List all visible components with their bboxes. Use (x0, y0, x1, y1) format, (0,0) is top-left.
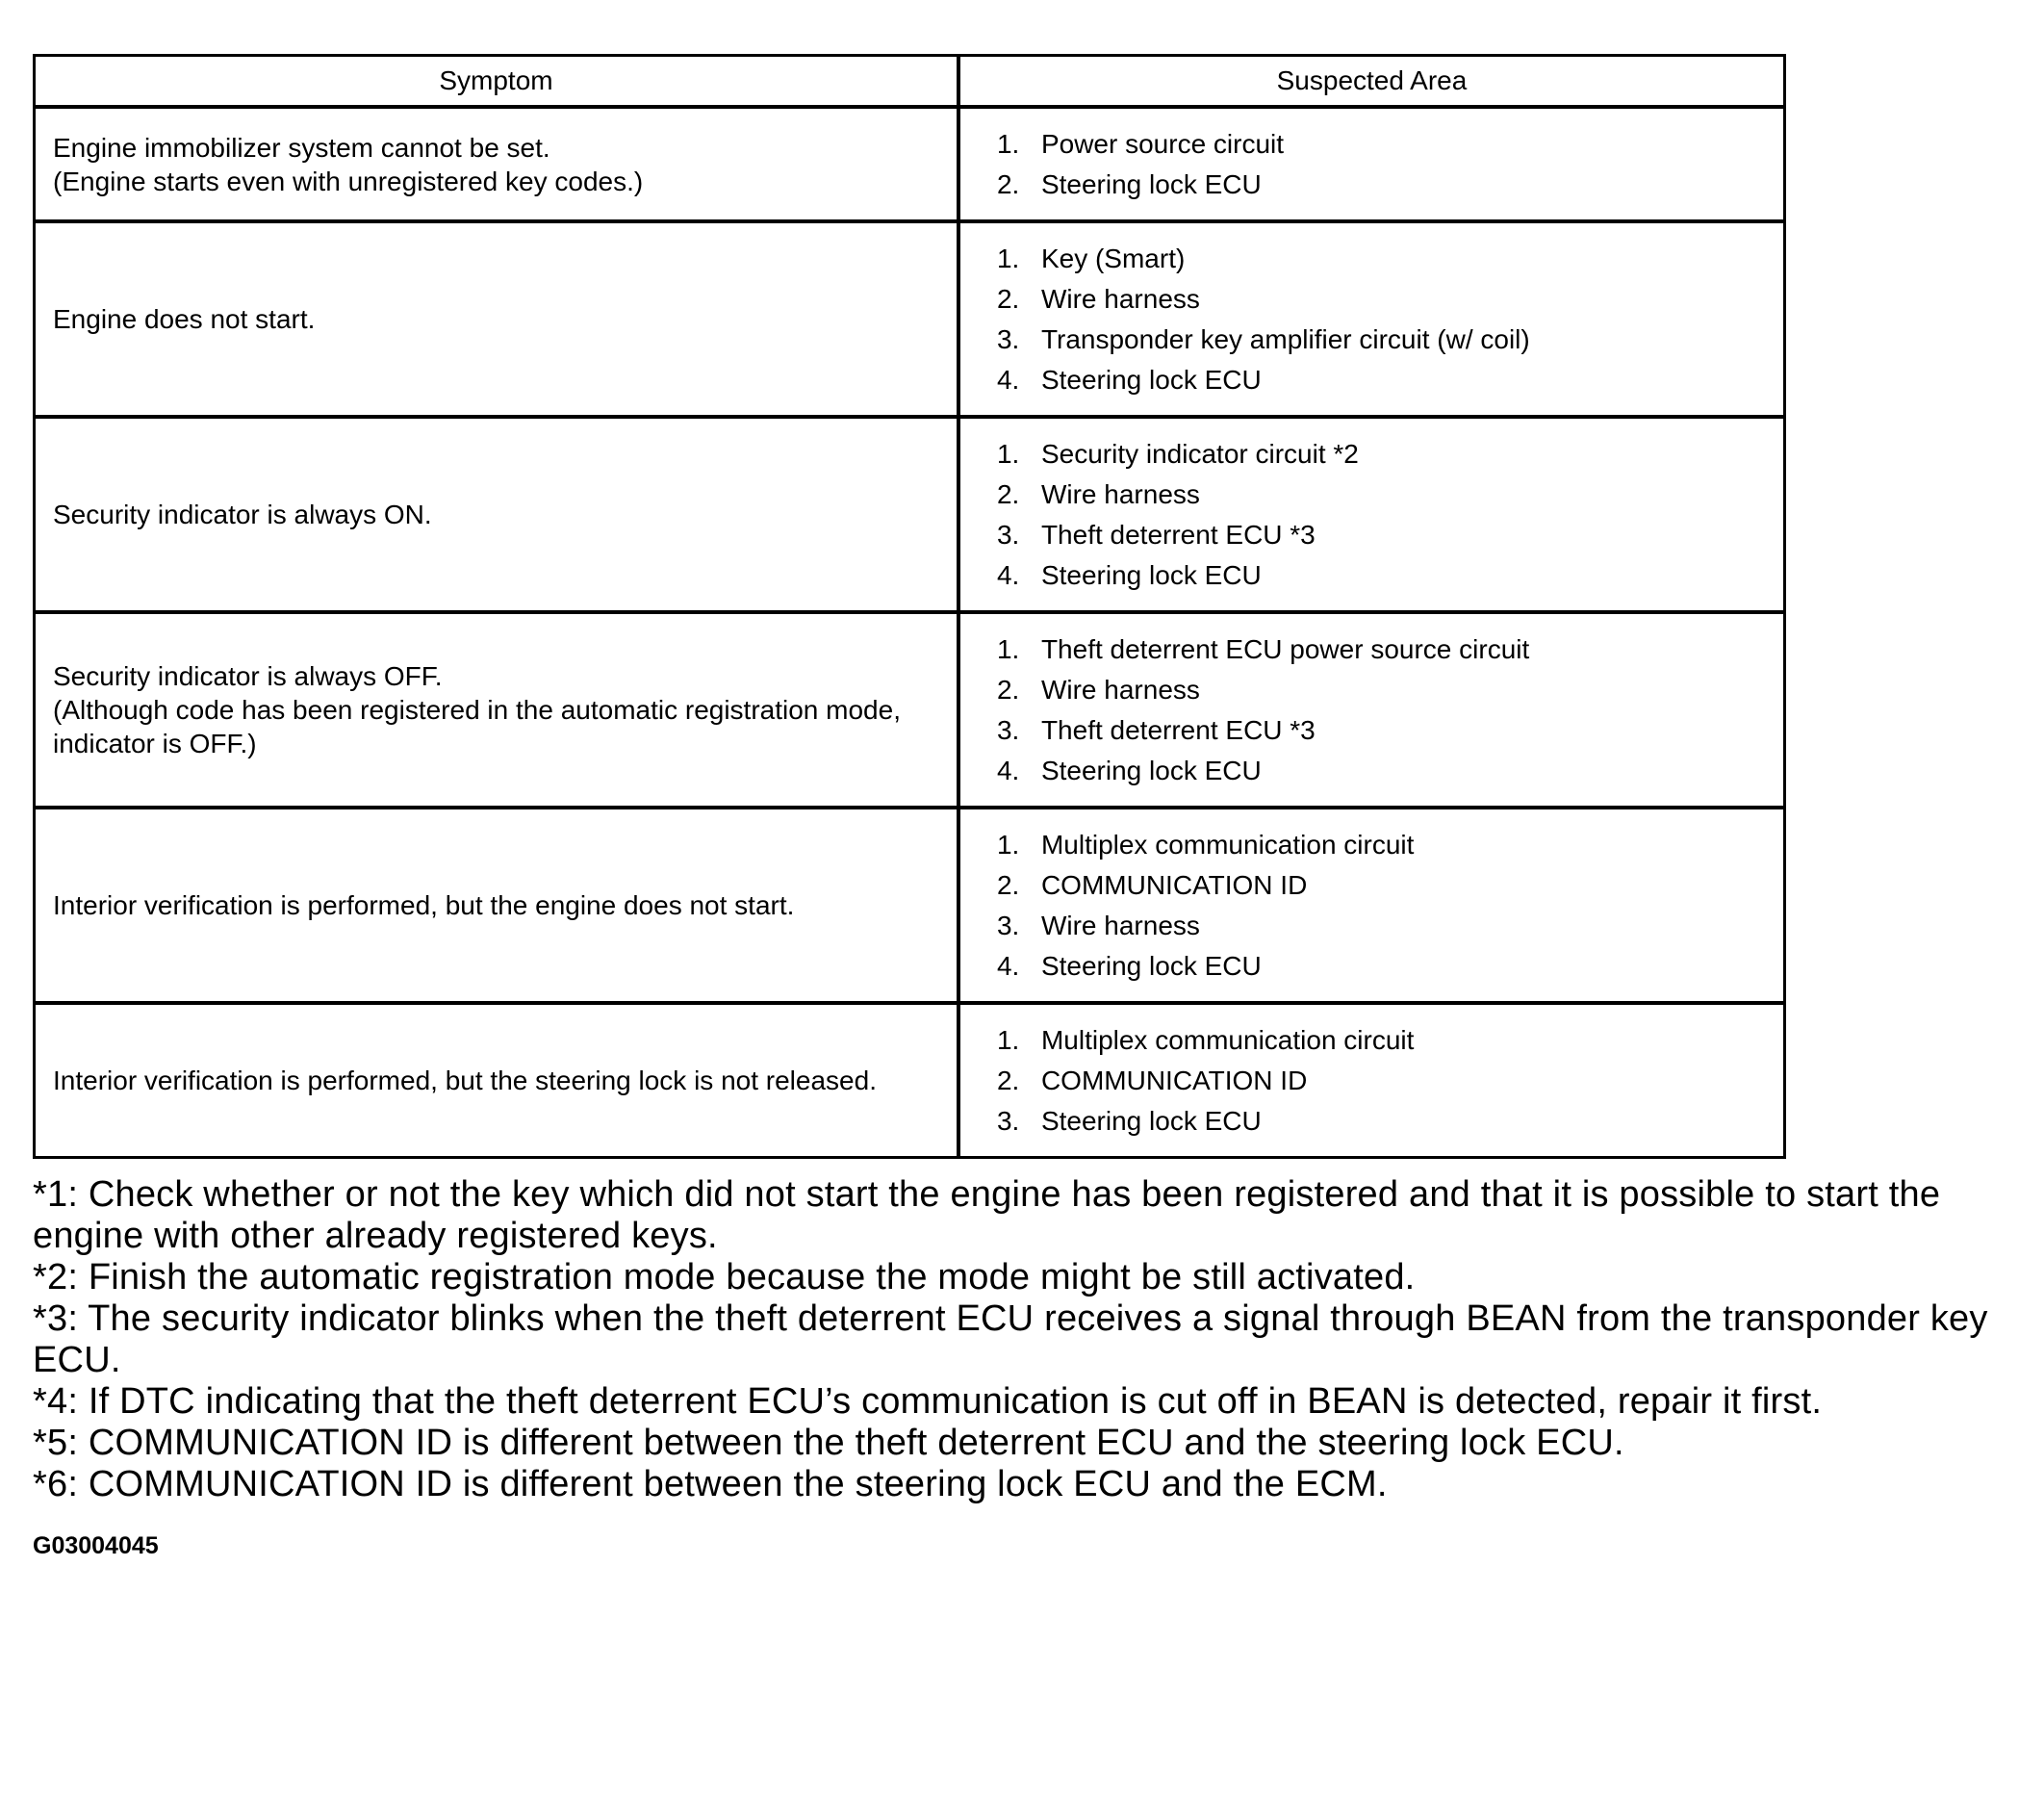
suspected-area-item-text: Wire harness (1040, 911, 1200, 940)
suspected-area-item-text: Wire harness (1040, 675, 1200, 705)
suspected-area-item-number: 1. (996, 830, 1020, 860)
suspected-area-item-text: Theft deterrent ECU *3 (1040, 520, 1316, 550)
suspected-area-item-text: Theft deterrent ECU *3 (1040, 715, 1316, 745)
suspected-area-cell (958, 417, 1785, 612)
suspected-area-item (997, 477, 1774, 511)
suspected-area-item (997, 518, 1774, 552)
suspected-area-item (997, 363, 1774, 397)
suspected-area-item-number: 4. (996, 560, 1020, 590)
suspected-area-item-text: Multiplex communication circuit (1040, 830, 1415, 860)
suspected-area-item (997, 1023, 1774, 1057)
suspected-area-item-text: Steering lock ECU (1040, 951, 1262, 981)
suspected-area-item (997, 558, 1774, 592)
suspected-area-item-text: Transponder key amplifier circuit (w/ coil) (1040, 324, 1530, 354)
column-header-suspected-area: Suspected Area (958, 55, 1785, 107)
suspected-area-item-number: 4. (996, 365, 1020, 395)
suspected-area-item-text: COMMUNICATION ID (1040, 870, 1308, 900)
suspected-area-cell (958, 1003, 1785, 1158)
symptom-text-line: Security indicator is always OFF. (53, 661, 443, 691)
footnote: *1: Check whether or not the key which did not start the engine has been registered and that it is possible to start the engine with other already registered keys. (33, 1174, 1941, 1256)
suspected-area-item-text: Steering lock ECU (1040, 365, 1262, 395)
table-row (34, 221, 1785, 417)
suspected-area-item-number: 2. (996, 1066, 1020, 1095)
suspected-area-item-number: 4. (996, 756, 1020, 785)
suspected-area-item-number: 1. (996, 634, 1020, 664)
suspected-area-item (997, 242, 1774, 275)
suspected-area-item-text: Steering lock ECU (1040, 1106, 1262, 1136)
suspected-area-cell (958, 612, 1785, 808)
suspected-area-item (997, 909, 1774, 942)
symptom-cell (34, 417, 958, 612)
suspected-area-item (997, 322, 1774, 356)
suspected-area-item (997, 632, 1774, 666)
suspected-area-item-number: 2. (996, 870, 1020, 900)
figure-id: G03004045 (33, 1531, 159, 1559)
suspected-area-item-text: Security indicator circuit *2 (1040, 439, 1359, 469)
symptom-cell (34, 221, 958, 417)
symptom-text-line: (Although code has been registered in the automatic registration mode, indicator is OFF.) (53, 695, 901, 758)
symptom-text-line: (Engine starts even with unregistered key codes.) (53, 166, 644, 196)
symptom-cell (34, 107, 958, 221)
suspected-area-cell (958, 221, 1785, 417)
suspected-area-item (997, 868, 1774, 902)
symptom-text-line: Engine immobilizer system cannot be set. (53, 132, 550, 163)
suspected-area-item-number: 3. (996, 520, 1020, 550)
symptom-suspected-area-table (33, 54, 1786, 1159)
footnote: *6: COMMUNICATION ID is different between the steering lock ECU and the ECM. (33, 1463, 1388, 1504)
suspected-area-item-number: 1. (996, 244, 1020, 273)
suspected-area-item-text: Steering lock ECU (1040, 169, 1262, 199)
suspected-area-item (997, 713, 1774, 747)
symptom-text-line: Interior verification is performed, but the steering lock is not released. (53, 1066, 877, 1095)
footnote: *4: If DTC indicating that the theft deterrent ECU’s communication is cut off in BEAN is detected, repair it first. (33, 1380, 1823, 1422)
footnotes-section (33, 1174, 2011, 1505)
suspected-area-item (997, 949, 1774, 983)
table-row (34, 107, 1785, 221)
suspected-area-item-text: Wire harness (1040, 284, 1200, 314)
suspected-area-item-number: 3. (996, 911, 1020, 940)
suspected-area-item (997, 1104, 1774, 1138)
suspected-area-item-number: 3. (996, 715, 1020, 745)
suspected-area-item-number: 1. (996, 129, 1020, 159)
symptom-cell (34, 808, 958, 1003)
suspected-area-item (997, 167, 1774, 201)
suspected-area-item-text: Multiplex communication circuit (1040, 1025, 1415, 1055)
suspected-area-item (997, 127, 1774, 161)
suspected-area-item (997, 437, 1774, 471)
suspected-area-item (997, 282, 1774, 316)
suspected-area-item-text: Power source circuit (1040, 129, 1285, 159)
suspected-area-cell (958, 808, 1785, 1003)
suspected-area-item-text: Theft deterrent ECU power source circuit (1040, 634, 1530, 664)
symptom-text-line: Security indicator is always ON. (53, 500, 432, 529)
suspected-area-item-number: 2. (996, 479, 1020, 509)
suspected-area-item (997, 673, 1774, 706)
suspected-area-item-text: Steering lock ECU (1040, 560, 1262, 590)
table-header-row (34, 55, 1785, 107)
symptom-text-line: Engine does not start. (53, 304, 316, 334)
table-row (34, 808, 1785, 1003)
suspected-area-item-text: Key (Smart) (1040, 244, 1186, 273)
suspected-area-item (997, 828, 1774, 861)
footnote: *2: Finish the automatic registration mode because the mode might be still activated. (33, 1256, 1416, 1297)
suspected-area-item-number: 4. (996, 951, 1020, 981)
suspected-area-item-number: 2. (996, 284, 1020, 314)
table-row (34, 612, 1785, 808)
suspected-area-item-number: 1. (996, 1025, 1020, 1055)
suspected-area-item-number: 3. (996, 324, 1020, 354)
suspected-area-cell (958, 107, 1785, 221)
table-row (34, 417, 1785, 612)
suspected-area-item-text: COMMUNICATION ID (1040, 1066, 1308, 1095)
suspected-area-item-text: Steering lock ECU (1040, 756, 1262, 785)
suspected-area-item-number: 2. (996, 169, 1020, 199)
table-row (34, 1003, 1785, 1158)
symptom-cell (34, 612, 958, 808)
suspected-area-item (997, 1064, 1774, 1097)
footnote: *5: COMMUNICATION ID is different between the theft deterrent ECU and the steering lock ECU. (33, 1422, 1624, 1463)
suspected-area-item-number: 1. (996, 439, 1020, 469)
suspected-area-item (997, 754, 1774, 787)
symptom-cell (34, 1003, 958, 1158)
footnote: *3: The security indicator blinks when the theft deterrent ECU receives a signal through BEAN from the transponder key ECU. (33, 1297, 1988, 1380)
suspected-area-item-number: 3. (996, 1106, 1020, 1136)
symptom-text-line: Interior verification is performed, but the engine does not start. (53, 890, 795, 920)
suspected-area-item-number: 2. (996, 675, 1020, 705)
column-header-symptom: Symptom (34, 55, 958, 107)
suspected-area-item-text: Wire harness (1040, 479, 1200, 509)
